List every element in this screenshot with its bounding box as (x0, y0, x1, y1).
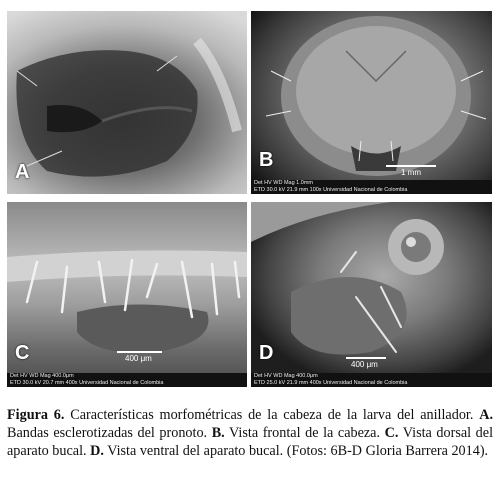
scale-label-c: 400 μm (125, 354, 152, 363)
figure-panel-b (251, 11, 492, 194)
panel-letter-c: C (15, 342, 30, 364)
sem-info-row: Det HV WD Mag 400.0μm (254, 373, 318, 379)
panel-letter-d: D (259, 342, 274, 364)
sem-info-row: ETD 30.0 kV 21.9 mm 100x Universidad Nacional de Colombia (254, 187, 408, 193)
caption-label: Figura 6. (7, 407, 65, 423)
sem-info-row: ETD 30.0 kV 20.7 mm 400x Universidad Nacional de Colombia (10, 380, 164, 386)
caption-b-label: B. (211, 425, 225, 441)
scale-bar-d (346, 357, 386, 359)
caption-c-text: Vista dorsal del aparato bucal. (7, 425, 494, 459)
sem-info-bar-c (7, 373, 247, 387)
head-frontal-sem (251, 11, 492, 194)
sem-info-row: Det HV WD Mag 400.0μm (10, 373, 74, 379)
figure-panel-a (7, 11, 247, 194)
panel-letter-a: A (15, 161, 30, 183)
caption-d-text: Vista ventral del aparato bucal. (Fotos: 6B-D Gloria Barrera 2014). (103, 443, 489, 459)
sem-info-row: Det HV WD Mag 1.0mm (254, 180, 313, 186)
scale-label-b: 1 mm (401, 168, 421, 177)
caption-a-text: Bandas esclerotizadas del pronoto. (7, 425, 212, 441)
sem-info-bar-d (251, 373, 492, 387)
sem-info-bar-b (251, 180, 492, 194)
pronotum-photo (7, 11, 247, 194)
caption-b-text: Vista frontal de la cabeza. (224, 425, 385, 441)
sem-info-row: ETD 25.0 kV 21.9 mm 400x Universidad Nacional de Colombia (254, 380, 408, 386)
caption-c-label: C. (384, 425, 399, 441)
figure-caption (7, 406, 493, 460)
scale-bar-c (117, 351, 162, 353)
panel-letter-b: B (259, 149, 274, 171)
scale-bar-b (386, 165, 436, 167)
caption-a-label: A. (479, 407, 494, 423)
caption-intro: Características morfométricas de la cabeza de la larva del anillador. (64, 407, 480, 423)
figure-panel-c (7, 202, 247, 387)
figure-panel-d (251, 202, 492, 387)
caption-d-label: D. (90, 443, 104, 459)
scale-label-d: 400 μm (351, 360, 378, 369)
